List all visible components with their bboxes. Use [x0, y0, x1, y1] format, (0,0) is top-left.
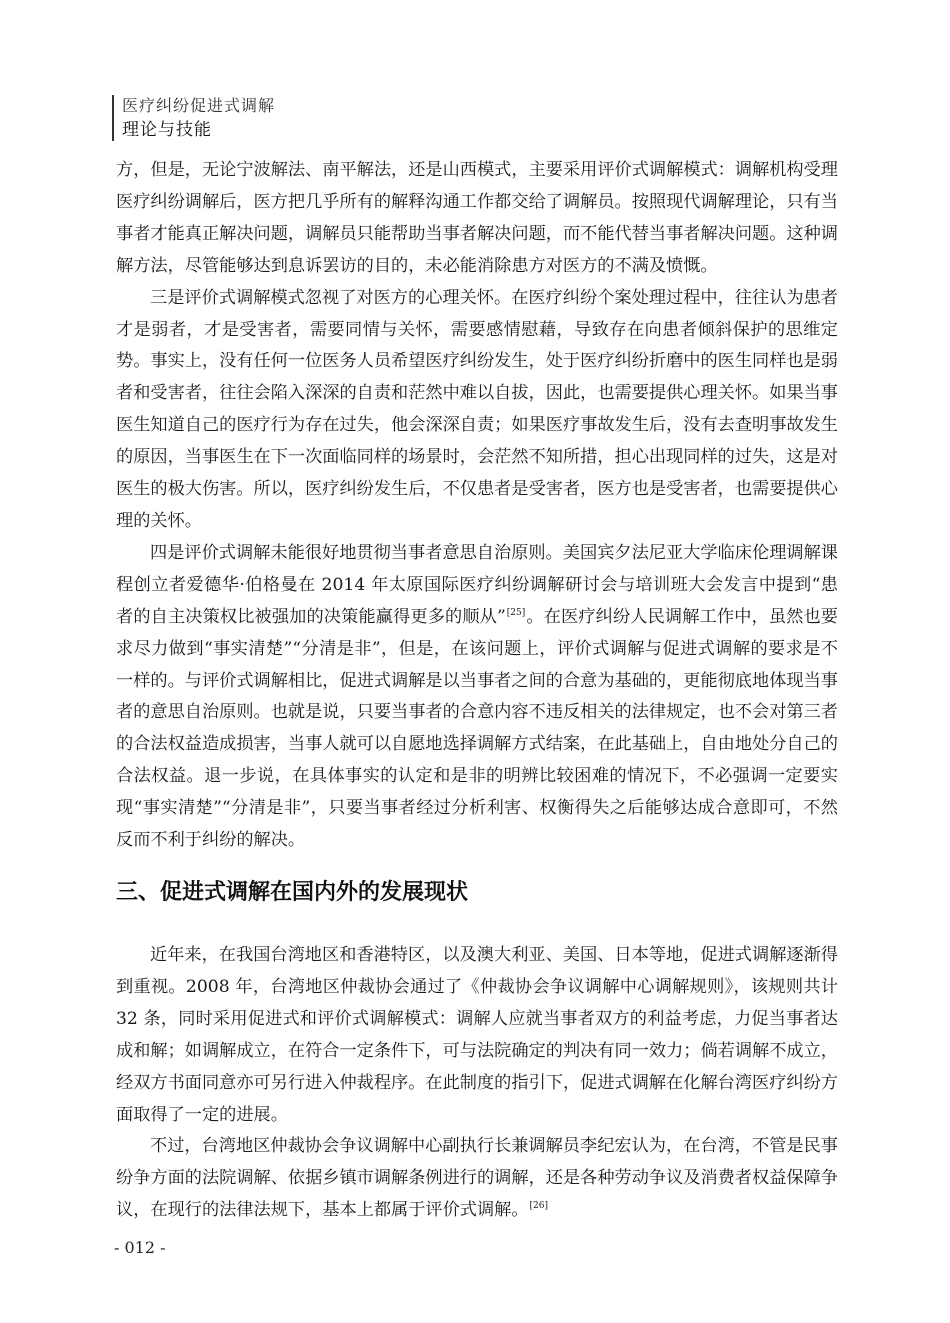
paragraph-text: 不过，台湾地区仲裁协会争议调解中心副执行长兼调解员李纪宏认为，在台湾，不管是民事纷争方面的法院调解、依据乡镇市调解条例进行的调解，还是各种劳动争议及消费者权益保障争议，在现行的法律法规下，基本上都属于评价式调解。 [116, 1136, 838, 1221]
citation-reference: [25] [506, 607, 526, 618]
section-heading: 三、促进式调解在国内外的发展现状 [116, 880, 469, 905]
running-head-subtitle: 理论与技能 [122, 120, 212, 140]
running-head-series: 医疗纠纷促进式调解 [122, 96, 276, 115]
paragraph-text: 四是评价式调解未能很好地贯彻当事者意思自治原则。美国宾夕法尼亚大学临床伦理调解课程创立者爱德华·伯格曼在 2014 年太原国际医疗纠纷调解研讨会与培训班大会发言中提到“患者的自主决策权比被强加的决策能赢得更多的顺从” [116, 542, 838, 627]
page-number: - 012 - [114, 1238, 166, 1257]
paragraph-continuation: 方，但是，无论宁波解法、南平解法，还是山西模式，主要采用评价式调解模式：调解机构受理医疗纠纷调解后，医方把几乎所有的解释沟通工作都交给了调解员。按照现代调解理论，只有当事者才能真正解决问题，调解员只能帮助当事者解决问题，而不能代替当事者解决问题。这种调解方法，尽管能够达到息诉罢访的目的，未必能消除患方对医方的不满及愤慨。 [116, 160, 838, 276]
running-head [112, 95, 275, 141]
paragraph-text: 。在医疗纠纷人民调解工作中，虽然也要求尽力做到“事实清楚”“分清是非”，但是，在该问题上，评价式调解与促进式调解的要求是不一样的。与评价式调解相比，促进式调解是以当事者之间的合意为基础的，更能彻底地体现当事者的意思自治原则。也就是说，只要当事者的合意内容不违反相关的法律规定，也不会对第三者的合法权益造成损害，当事人就可以自愿地选择调解方式结案，在此基础上，自由地处分自己的合法权益。退一步说，在具体事实的认定和是非的明辨比较困难的情况下，不必强调一定要实现“事实清楚”“分清是非”，只要当事者经过分析利害、权衡得失之后能够达成合意即可，不然反而不利于纠纷的解决。 [116, 606, 838, 851]
paragraph-third-point: 三是评价式调解模式忽视了对医方的心理关怀。在医疗纠纷个案处理过程中，往往认为患者才是弱者，才是受害者，需要同情与关怀，需要感情慰藉，导致存在向患者倾斜保护的思维定势。事实上，没有任何一位医务人员希望医疗纠纷发生，处于医疗纠纷折磨中的医生同样也是弱者和受害者，往往会陷入深深的自责和茫然中难以自拔，因此，也需要提供心理关怀。如果当事医生知道自己的医疗行为存在过失，他会深深自责；如果医疗事故发生后，没有去查明事故发生的原因，当事医生在下一次面临同样的场景时，会茫然不知所措，担心出现同样的过失，这是对医生的极大伤害。所以，医疗纠纷发生后，不仅患者是受害者，医方也是受害者，也需要提供心理的关怀。 [116, 287, 838, 531]
body-text-lower [116, 940, 838, 1227]
paragraph-recent-years: 近年来，在我国台湾地区和香港特区，以及澳大利亚、美国、日本等地，促进式调解逐渐得到重视。2008 年，台湾地区仲裁协会通过了《仲裁协会争议调解中心调解规则》，该规则共计 32 条，同时采用促进式和评价式调解模式：调解人应就当事者双方的利益考虑，力促当事者达成和解；如调解成立，在符合一定条件下，可与法院确定的判决有同一效力；倘若调解不成立，经双方书面同意亦可另行进入仲裁程序。在此制度的指引下，促进式调解在化解台湾医疗纠纷方面取得了一定的进展。 [116, 945, 838, 1125]
paragraph-fourth-point [116, 538, 838, 857]
citation-reference: [26] [529, 1201, 548, 1212]
body-text-upper [116, 155, 838, 857]
paragraph-however [116, 1131, 838, 1227]
